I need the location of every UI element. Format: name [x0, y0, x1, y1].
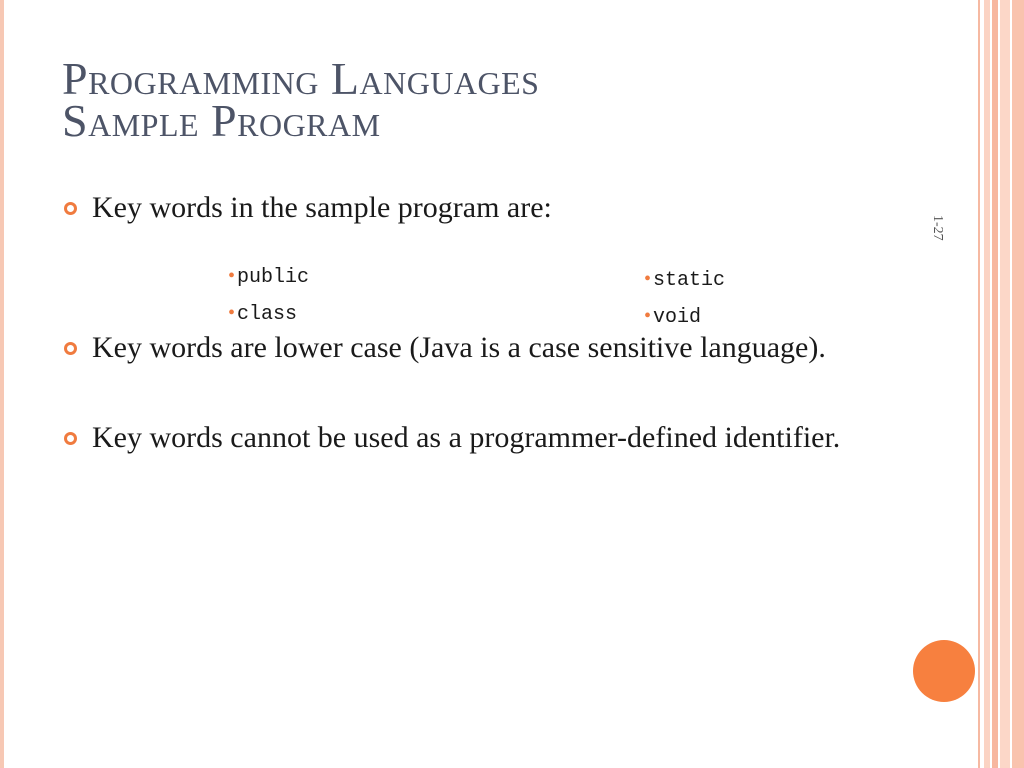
page-number: 1-27 — [930, 215, 945, 241]
keyword-item — [644, 267, 725, 293]
decorative-circle — [913, 640, 975, 702]
keyword-text: static — [653, 269, 726, 292]
bullet-dot-icon: • — [228, 265, 236, 287]
bullet-ring-icon — [64, 202, 77, 215]
bullet-text: Key words are lower case (Java is a case sensitive language). — [92, 331, 826, 364]
keyword-item — [228, 264, 309, 290]
keyword-text: public — [237, 266, 310, 289]
left-border — [0, 0, 4, 768]
bullet-text: Key words cannot be used as a programmer-defined identifier. — [92, 421, 841, 454]
keyword-item — [228, 301, 297, 327]
bullet-ring-icon — [64, 432, 77, 445]
right-stripe — [1012, 0, 1024, 768]
right-stripe — [1000, 0, 1010, 768]
keyword-text: void — [653, 306, 702, 329]
keyword-item — [644, 304, 701, 330]
bullet-dot-icon: • — [228, 302, 236, 324]
keyword-text: class — [237, 303, 298, 326]
right-stripe — [984, 0, 990, 768]
bullet-dot-icon: • — [644, 305, 652, 327]
title-line-2: Sample Program — [62, 95, 381, 146]
slide-title — [62, 53, 540, 146]
title-line-1: Programming Languages — [62, 53, 540, 104]
bullet-item — [92, 328, 902, 368]
bullet-ring-icon — [64, 342, 77, 355]
bullet-text: Key words in the sample program are: — [92, 191, 552, 224]
right-stripe — [992, 0, 998, 768]
bullet-item — [92, 418, 902, 458]
bullet-dot-icon: • — [644, 268, 652, 290]
right-stripe — [978, 0, 980, 768]
bullet-item — [92, 188, 902, 228]
